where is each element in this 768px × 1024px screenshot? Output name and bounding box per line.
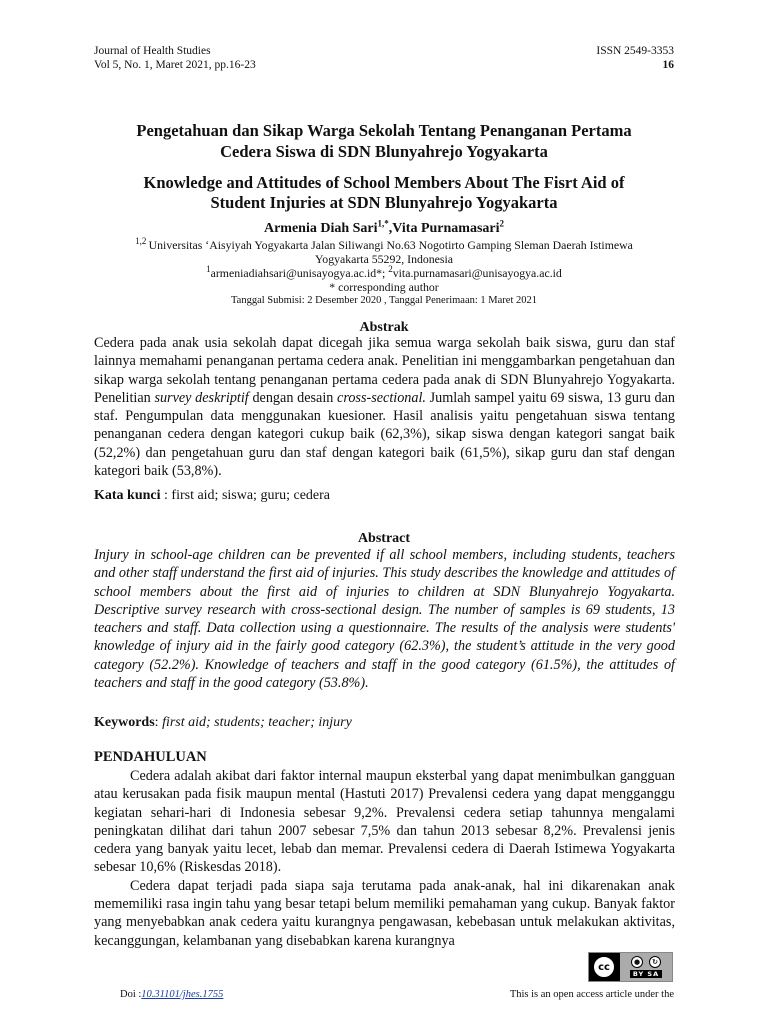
keywords-colon: : — [154, 715, 163, 730]
abstrak-heading: Abstrak — [359, 320, 409, 335]
abstrak-body — [94, 334, 675, 480]
affiliation-line1 — [0, 238, 768, 252]
abstrak-text-3: dengan desain — [248, 389, 338, 406]
author-separator: , — [388, 221, 393, 236]
cc-icon — [592, 955, 616, 979]
abstrak-text-5: Jumlah sampel yaitu 69 siswa, 13 guru dan staf. Pengumpulan data menggunakan kuesioner. Hasil analisis yaitu pengetahuan siswa tentang penanganan cedera dengan kategori cukup baik (62,3%), sikap siswa dengan kategori sangat baik (52,2%) dan pengetahuan guru dan staf dengan kategori baik (61,5%), sikap guru dan staf dengan kategori baik (53,8%). — [94, 389, 675, 480]
email-2: vita.purnamasari@unisayogya.ac.id — [392, 266, 562, 280]
pendahuluan-paragraph-2: Cedera dapat terjadi pada siapa saja terutama pada anak-anak, hal ini dikarenakan anak mememiliki rasa ingin tahu yang besar tetapi belum memiliki pemahaman yang cukup. Banyak faktor yang menyebabkan anak cedera yaitu kurangnya pengawasan, kebebasan untuk melakukan aktivitas, kecanggungan, kelambanan yang disebabkan karena kurangnya — [94, 877, 675, 949]
abstrak-text-4: cross-sectional. — [337, 389, 426, 406]
title-english-line2: Student Injuries at SDN Blunyahrejo Yogyakarta — [210, 193, 558, 212]
authors — [0, 220, 768, 238]
email-1-sup: 1 — [206, 264, 211, 275]
cc-by-sa-labels — [630, 970, 662, 978]
pendahuluan-paragraph-1: Cedera adalah akibat dari faktor internal maupun eksterbal yang dapat menimbulkan gangguan atau kerusakan pada fisik maupun mental (Hastuti 2017) Prevalensi cedera yang dapat mengganggu kegiatan sehari-hari di Indonesia sebesar 9,2%. Prevalensi cedera setiap tahunnya mengalami peningkatan dilihat dari tahun 2007 sebesar 7,5% dan tahun 2013 sebesar 8,2%. Prevalensi jenis cedera yang banyak yaitu lecet, lebab dan memar. Prevalensi cedera di Daerah Istimewa Yogyakarta sebesar 10,6% (Riskesdas 2018). — [94, 768, 675, 876]
affiliation-sup: 1,2 — [135, 236, 149, 247]
corresponding-author: * corresponding author — [329, 280, 439, 294]
submission-dates: Tanggal Submisi: 2 Desember 2020 , Tanggal Penerimaan: 1 Maret 2021 — [231, 295, 537, 306]
abstract-body — [94, 546, 675, 692]
by-label: BY — [632, 970, 645, 978]
page-number: 16 — [662, 59, 674, 71]
doi — [120, 988, 223, 1001]
author-1-sup: 1,* — [377, 218, 389, 229]
abstract-text: Injury in school-age children can be prevented if all school members, including students, teachers and other staff understand the first aid of injuries. This study describes the knowledge and attitudes of school members about the first aid of injuries to children at SDN Blunyahrejo Yogyakarta. Descriptive survey research with cross-sectional design. The number of samples is 69 students, 13 teachers and staff. Data collection using a questionnaire. The results of the analysis were students' knowledge of injury aid in the fairly good category (62.3%), the student’s attitude in the very good category (52.2%). Knowledge of teachers and staff in the good category (61.5%), the attitudes of teachers and staff in the good category (53.8%). — [94, 547, 675, 692]
keywords — [94, 714, 352, 732]
by-person-icon: ● — [631, 956, 643, 968]
cc-label: cc — [598, 961, 610, 973]
title-indonesian-line2: Cedera Siswa di SDN Blunyahrejo Yogyakarta — [220, 142, 548, 161]
affiliation-text: Universitas ‘Aisyiyah Yogyakarta Jalan Siliwangi No.63 Nogotirto Gamping Sleman Daerah Istimewa — [148, 238, 633, 252]
title-english-line1: Knowledge and Attitudes of School Members About The Fisrt Aid of — [143, 173, 625, 192]
pendahuluan-body — [94, 767, 675, 950]
open-access-statement: This is an open access article under the — [509, 989, 674, 1000]
sa-label: SA — [647, 970, 660, 978]
affiliation-line2: Yogyakarta 55292, Indonesia — [314, 252, 454, 266]
cc-right-panel — [620, 953, 672, 981]
share-alike-icon: ↻ — [649, 956, 661, 968]
keywords-label: Keywords — [94, 715, 155, 730]
pendahuluan-heading: PENDAHULUAN — [94, 749, 207, 765]
author-2: Vita Purnamasari — [392, 221, 500, 236]
doi-label: Doi : — [120, 989, 142, 1000]
email-1: armeniadiahsari@unisayogya.ac.id*; — [210, 266, 389, 280]
journal-volume: Vol 5, No. 1, Maret 2021, pp.16-23 — [94, 59, 256, 71]
keywords-value: first aid; students; teacher; injury — [162, 715, 352, 730]
issn: ISSN 2549-3353 — [596, 45, 674, 57]
doi-link[interactable]: 10.31101/jhes.1755 — [141, 989, 224, 1000]
abstract-heading: Abstract — [357, 531, 411, 546]
kata-kunci-value: : first aid; siswa; guru; cedera — [160, 488, 331, 503]
journal-name: Journal of Health Studies — [94, 45, 211, 57]
email-2-sup: 2 — [388, 264, 393, 275]
author-2-sup: 2 — [499, 218, 504, 229]
abstrak-text-1: Cedera pada anak usia sekolah dapat dicegah jika semua warga sekolah baik siswa, guru dan staf lainnya memahami penanganan pertama cedera anak. Penelitian ini menggambarkan pengetahuan dan sikap warga sekolah tentang penanganan pertama cedera pada anak di SDN Blunyahrejo Yogyakarta. Penelitian — [94, 335, 675, 406]
abstrak-text-2: survey deskriptif — [154, 389, 249, 406]
title-indonesian-line1: Pengetahuan dan Sikap Warga Sekolah Tentang Penanganan Pertama — [136, 121, 632, 140]
author-1: Armenia Diah Sari — [263, 221, 378, 236]
kata-kunci — [94, 487, 330, 505]
cc-icon-row — [631, 956, 661, 968]
cc-by-sa-license-badge[interactable] — [588, 952, 673, 982]
kata-kunci-label: Kata kunci — [94, 488, 161, 503]
emails — [0, 266, 768, 280]
